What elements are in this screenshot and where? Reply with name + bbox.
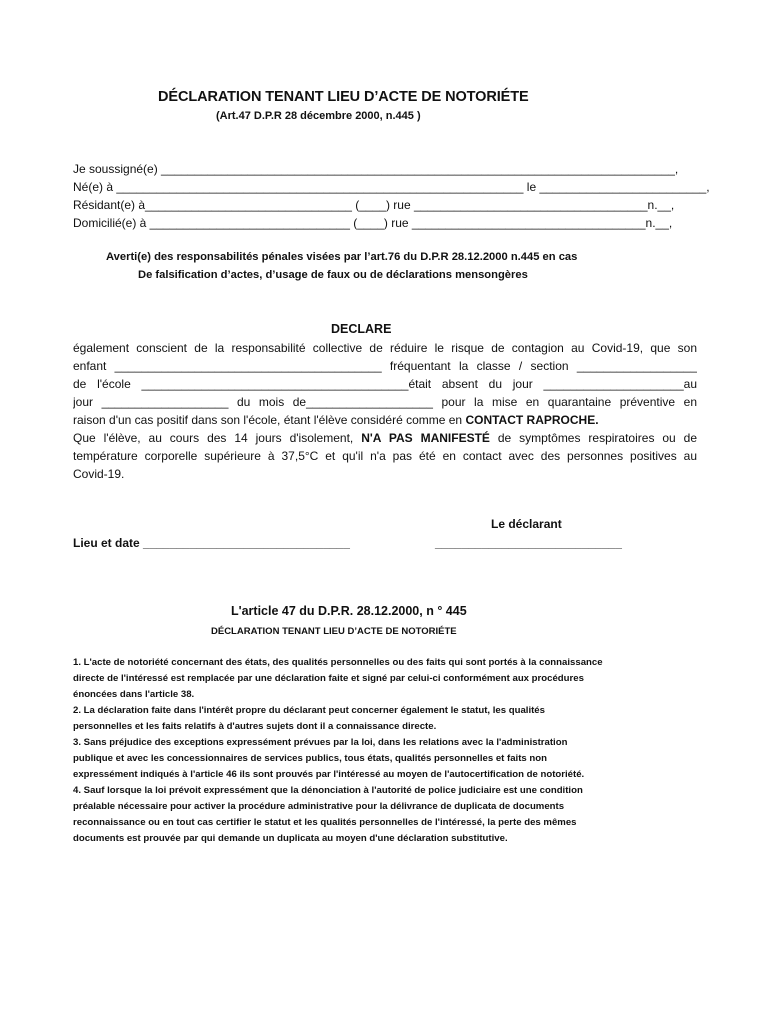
article-line: personnelles et les faits relatifs à d'autres sujets dont il a connaissance directe.: [73, 721, 437, 732]
article-line: documents est prouvée par qui demande un duplicata au moyen d'une déclaration substitutive.: [73, 833, 508, 844]
declare-heading: DECLARE: [331, 322, 392, 336]
declare-line-1: également conscient de la responsabilité collective de réduire le risque de contagion au Covid-19, que son: [73, 341, 697, 355]
article-line: préalable nécessaire pour activer la procédure administrative pour la délivrance de duplicata de documents: [73, 801, 565, 812]
declare-line-8: Covid-19.: [73, 467, 125, 481]
article-line: expressément indiqués à l'article 46 ils sont prouvés par l'intéressé au moyen de l'autocertification de notoriété.: [73, 769, 585, 780]
declare-line-7: température corporelle supérieure à 37,5°C et qu'il n'a pas été en contact avec des personnes positives au: [73, 449, 697, 463]
article-line: directe de l'intéressé est remplacée par une déclaration faite et signé par celui-ci conformément aux procédures: [73, 673, 584, 684]
article-line: 3. Sans préjudice des exceptions expressément prévues par la loi, dans les relations avec la l'administration: [73, 737, 568, 748]
declare-line-5: [73, 413, 697, 427]
declare-line-4[interactable]: jour ___________________ du mois de___________________ pour la mise en quarantaine préventive en: [73, 395, 697, 409]
article-line: énoncées dans l'article 38.: [73, 689, 195, 700]
pas-manifeste-emphasis: N'A PAS MANIFESTÉ: [361, 431, 490, 445]
field-residant[interactable]: Résidant(e) à_______________________________ (____) rue ___________________________________n.__,: [73, 198, 675, 212]
article-subtitle: DÉCLARATION TENANT LIEU D’ACTE DE NOTORIÉTE: [211, 626, 457, 637]
declare-line-5-text: raison d'un cas positif dans son l'école, étant l'élève considéré comme en: [73, 413, 466, 427]
article-line: 4. Sauf lorsque la loi prévoit expressément que la dénonciation à l'autorité de police judiciaire est une condition: [73, 785, 583, 796]
warning-line-1: Averti(e) des responsabilités pénales visées par l’art.76 du D.P.R 28.12.2000 n.445 en cas: [106, 251, 578, 263]
document-subtitle: (Art.47 D.P.R 28 décembre 2000, n.445 ): [216, 110, 421, 122]
article-line: publique et avec les concessionnaires de services publics, tous états, qualités personnelles et faits non: [73, 753, 547, 764]
declare-line-6: [73, 431, 697, 449]
contact-rapproche-emphasis: CONTACT RAPROCHE.: [465, 413, 599, 427]
article-line: 1. L'acte de notoriété concernant des états, des qualités personnelles ou des faits qui sont portés à la connaissance: [73, 657, 603, 668]
declarant-signature-line[interactable]: ____________________________: [435, 536, 622, 550]
document-title: DÉCLARATION TENANT LIEU D’ACTE DE NOTORIÉTE: [158, 89, 529, 105]
declare-line-6-prefix: Que l'élève, au cours des 14 jours d'isolement,: [73, 431, 362, 445]
article-title: L'article 47 du D.P.R. 28.12.2000, n ° 445: [231, 604, 467, 618]
field-domicilie[interactable]: Domicilié(e) à ______________________________ (____) rue ___________________________________n.__,: [73, 216, 673, 230]
declare-line-2[interactable]: enfant ________________________________________ fréquentant la classe / section __________________: [73, 359, 697, 373]
article-line: reconnaissance ou en tout cas certifier le statut et les qualités personnelles de l'intéressé, la perte des mêmes: [73, 817, 577, 828]
warning-line-2: De falsification d’actes, d’usage de faux ou de déclarations mensongères: [138, 269, 528, 281]
declare-line-6-suffix: de symptômes respiratoires ou de: [489, 431, 697, 445]
field-soussigne[interactable]: Je soussigné(e) _____________________________________________________________________________,: [73, 162, 679, 176]
place-date-field[interactable]: Lieu et date _______________________________: [73, 536, 350, 550]
field-ne-a[interactable]: Né(e) à _____________________________________________________________ le _________________________,: [73, 180, 710, 194]
article-line: 2. La déclaration faite dans l'intérêt propre du déclarant peut concerner également le statut, les qualités: [73, 705, 545, 716]
declare-line-3[interactable]: de l'école ________________________________________était absent du jour _____________________au: [73, 377, 697, 391]
declarant-label: Le déclarant: [491, 517, 562, 531]
